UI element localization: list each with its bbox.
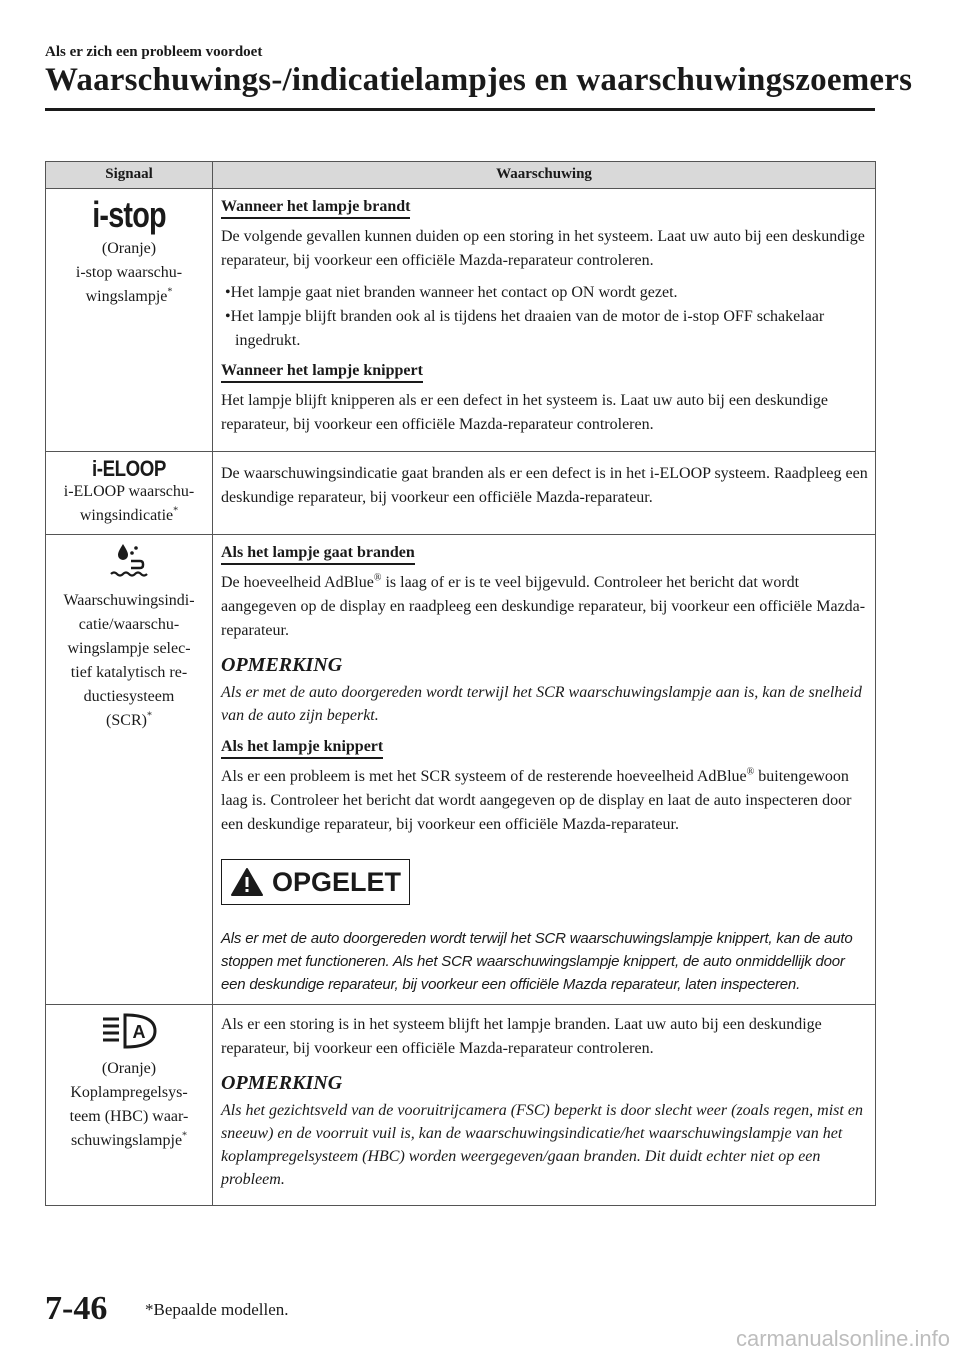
signal-name-line: (SCR)* [106, 710, 152, 729]
warning-cell-scr [213, 535, 876, 1005]
eloop-icon: i-ELOOP [92, 456, 166, 481]
paragraph: Het lampje blijft knipperen als er een defect in het systeem is. Laat uw auto bij een deskundige reparateur, bij voorkeur een officiële Mazda-reparateur controleren. [221, 392, 828, 433]
scr-warning-icon [107, 541, 151, 581]
note-text: Als het gezichtsveld van de vooruitrijcamera (FSC) beperkt is door slecht weer (zoals regen, mist en sneeuw) en de voorruit vuil is, kan de waarschuwingsindicatie/het waarschuwingslampje van het koplampregelsysteem (HBC) worden weergegeven/gaan branden. Dit duidt echter niet op een probleem. [221, 1102, 863, 1188]
signal-cell-istop [46, 189, 213, 452]
signal-color: (Oranje) [101, 1060, 157, 1077]
registered-mark: ® [746, 766, 755, 778]
paragraph: De hoeveelheid AdBlue® is laag of er is te veel bijgevuld. Controleer het bericht dat wordt aangegeven op de display en raadpleeg een deskundige reparateur, bij voorkeur een officiële Mazda-reparateur. [221, 572, 866, 639]
caution-text: Als er met de auto doorgereden wordt terwijl het SCR waarschuwingslampje knippert, kan de auto stoppen met functioneren. Als het SCR waarschuwingslampje knippert, de auto onmiddellijk door een deskundige reparateur, bij voorkeur een officiële Mazda reparateur, laten inspecteren. [221, 930, 853, 993]
watermark: carmanualsonline.info [735, 1326, 950, 1351]
footnote-star: * [167, 286, 173, 298]
signal-name-line: schuwingslampje* [70, 1130, 188, 1149]
footnote-star: * [146, 710, 152, 722]
warning-cell-istop [213, 189, 876, 452]
svg-text:A: A [132, 1022, 146, 1042]
signal-name-line: ductiesysteem [83, 688, 175, 705]
table-row-eloop [46, 452, 876, 535]
warning-triangle-icon [230, 867, 264, 897]
table-row-scr [46, 535, 876, 1005]
column-header-signal: Signaal [46, 162, 213, 189]
signal-name-line: tief katalytisch re- [70, 664, 188, 681]
table-row-hbc [46, 1005, 876, 1206]
signal-name-line: i-ELOOP waarschu- [63, 483, 195, 500]
paragraph: De waarschuwingsindicatie gaat branden als er een defect is in het i-ELOOP systeem. Raadpleeg een deskundige reparateur, bij voorkeur een officiële Mazda-reparateur. [221, 465, 868, 506]
registered-mark: ® [373, 572, 382, 584]
paragraph: Als er een probleem is met het SCR systeem of de resterende hoeveelheid AdBlue® buitengewoon laag is. Controleer het bericht dat wordt aangegeven op de display en laat de auto inspecteren door een deskundige reparateur, bij voorkeur een officiële Mazda-reparateur. [221, 766, 852, 833]
note-heading: OPMERKING [221, 654, 343, 676]
breadcrumb: Als er zich een probleem voordoet [45, 44, 263, 60]
istop-icon: i-stop [92, 194, 166, 235]
signal-name-line: i-stop waarschu- [75, 264, 183, 281]
signal-name-line: catie/waarschu- [78, 616, 180, 633]
signal-name-line: Koplampregelsys- [70, 1084, 188, 1101]
paragraph: Als er een storing is in het systeem blijft het lampje branden. Laat uw auto bij een deskundige reparateur, bij voorkeur een officiële Mazda-reparateur controleren. [221, 1016, 822, 1057]
sub-heading: Wanneer het lampje brandt [221, 197, 410, 219]
table-header-row [46, 162, 876, 189]
footnote: *Bepaalde modellen. [145, 1300, 289, 1319]
footnote-star: * [173, 505, 179, 517]
signal-cell-eloop [46, 452, 213, 535]
note-heading: OPMERKING [221, 1072, 343, 1094]
sub-heading: Als het lampje gaat branden [221, 543, 415, 565]
bullet-item: •Het lampje gaat niet branden wanneer het contact op ON wordt gezet. [225, 284, 678, 301]
sub-heading: Als het lampje knippert [221, 737, 383, 759]
signal-name-line: wingslampje selec- [67, 640, 191, 657]
paragraph: De volgende gevallen kunnen duiden op een storing in het systeem. Laat uw auto bij een deskundige reparateur, bij voorkeur een officiële Mazda-reparateur controleren. [221, 228, 865, 269]
footnote-star: * [182, 1130, 188, 1142]
title-rule [45, 108, 875, 111]
warning-table [45, 161, 876, 1206]
bullet-item: •Het lampje blijft branden ook al is tijdens het draaien van de motor de i-stop OFF schakelaar ingedrukt. [225, 308, 825, 349]
table-row-istop [46, 189, 876, 452]
signal-name-line: Waarschuwingsindi- [63, 592, 195, 609]
page-number: 7-46 [45, 1290, 108, 1327]
caution-box [221, 859, 410, 905]
column-header-warning: Waarschuwing [213, 162, 876, 189]
signal-name-line: teem (HBC) waar- [69, 1108, 189, 1125]
page-title: Waarschuwings-/indicatielampjes en waarschuwingszoemers [45, 62, 913, 98]
signal-name-line: wingslampje* [85, 286, 173, 305]
hbc-headlight-icon [99, 1011, 159, 1051]
signal-cell-hbc [46, 1005, 213, 1206]
signal-name-line: wingsindicatie* [79, 505, 179, 524]
caution-label: OPGELET [272, 867, 402, 897]
warning-cell-hbc [213, 1005, 876, 1206]
signal-color: (Oranje) [101, 240, 157, 257]
warning-cell-eloop [213, 452, 876, 535]
signal-cell-scr [46, 535, 213, 1005]
sub-heading: Wanneer het lampje knippert [221, 361, 423, 383]
note-text: Als er met de auto doorgereden wordt terwijl het SCR waarschuwingslampje aan is, kan de snelheid van de auto zijn beperkt. [221, 684, 862, 724]
